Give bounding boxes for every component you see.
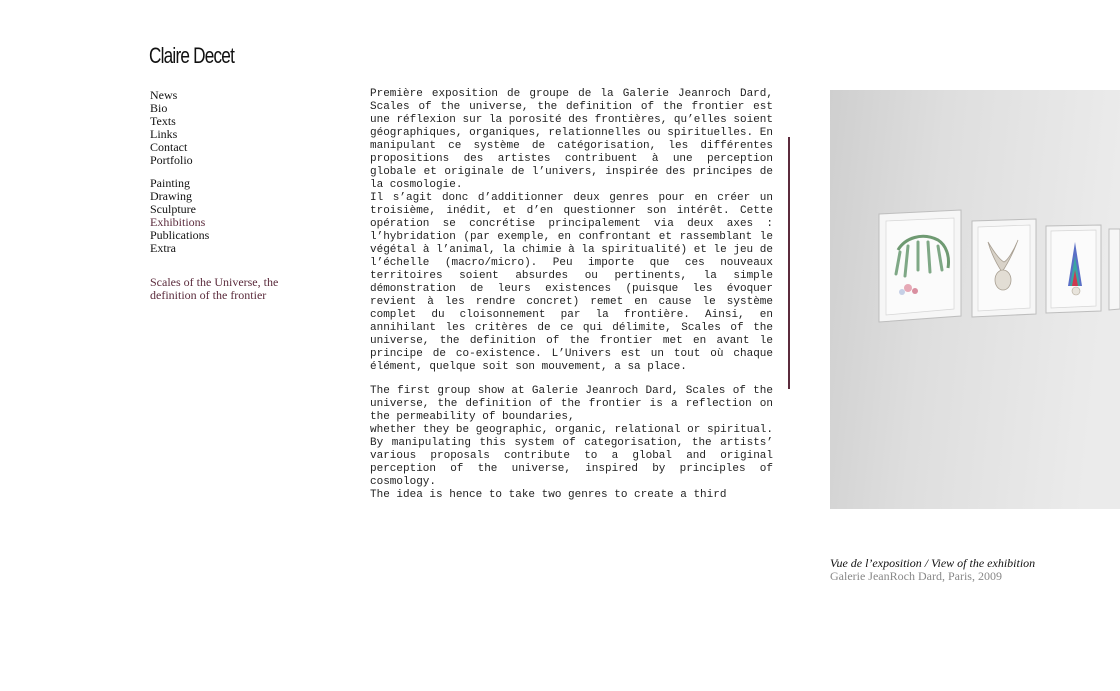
nav-item-contact[interactable]: Contact — [150, 140, 188, 154]
nav-item-portfolio[interactable]: Portfolio — [150, 153, 193, 167]
nav-item-exhibitions[interactable]: Exhibitions — [150, 215, 206, 229]
main-nav — [150, 89, 310, 255]
caption-line-title: Vue de l’exposition / View of the exhibition — [830, 556, 1036, 570]
nav-item-bio[interactable]: Bio — [150, 101, 168, 115]
text-paragraph-en-3: The idea is hence to take two genres to create a third — [370, 489, 727, 501]
nav-item-sculpture[interactable]: Sculpture — [150, 202, 196, 216]
nav-secondary — [150, 177, 310, 255]
exhibition-title[interactable]: Scales of the Universe, the definition of the frontier — [150, 275, 279, 302]
framed-drawing-prism — [1046, 225, 1101, 313]
nav-primary — [150, 89, 310, 167]
text-paragraph-en-2: whether they be geographic, organic, relational or spiritual. By manipulating this system of categorisation, the artists’ various proposals contribute to a global and original perception of the universe, inspired by principles of cosmology. — [370, 424, 773, 488]
photo-caption — [830, 557, 1035, 583]
framed-drawing-rabbit — [972, 219, 1036, 317]
nav-item-extra[interactable]: Extra — [150, 241, 176, 255]
exhibition-photo[interactable] — [830, 90, 1120, 509]
text-scrollbar[interactable] — [788, 137, 790, 389]
nav-item-painting[interactable]: Painting — [150, 176, 191, 190]
caption-line-location: Galerie JeanRoch Dard, Paris, 2009 — [830, 569, 1002, 583]
nav-item-drawing[interactable]: Drawing — [150, 189, 192, 203]
nav-item-news[interactable]: News — [150, 88, 178, 102]
exhibition-photo-image — [830, 90, 1120, 509]
site-title[interactable]: Claire Decet — [149, 43, 235, 68]
nav-item-texts[interactable]: Texts — [150, 114, 176, 128]
nav-item-publications[interactable]: Publications — [150, 228, 210, 242]
framed-drawing-plant — [879, 210, 961, 322]
framed-drawing-partial — [1109, 229, 1120, 310]
nav-item-links[interactable]: Links — [150, 127, 178, 141]
text-paragraph-fr-2: Il s’agit donc d’additionner deux genres pour en créer un troisième, inédit, et d’en questionner son intérêt. Cette opération se concrétise principalement via deux axes : l’hybridation (par exemple, en confrontant et rassemblant le végétal à l’animal, la chimie à la spiritualité) et le jeu de l’échelle (macro/micro). Peu importe que ces nouveaux territoires soient absurdes ou pertinents, la simple démonstration de leurs existences (puisque les évoquer revient à les rendre concret) remet en cause le système complet du cloisonnement par la frontière. Ainsi, en annihilant les critères de ce qui délimite, Scales of the universe, the definition of the frontier met en avant le principe de co-existence. L’Univers est un tout où chaque élément, quelque soit son mouvement, a sa place. — [370, 192, 773, 373]
exhibition-text-panel[interactable] — [370, 88, 773, 511]
text-paragraph-fr-1: Première exposition de groupe de la Galerie Jeanroch Dard, Scales of the universe, the definition of the frontier est une réflexion sur la porosité des frontières, qu’elles soient géographiques, organiques, relationnelles ou spirituelles. En manipulant ce système de catégorisation, les différentes propositions des artistes contribuent à une perception globale et originale de l’univers, inspirée des principes de la cosmologie. — [370, 88, 773, 191]
text-paragraph-en-1: The first group show at Galerie Jeanroch Dard, Scales of the universe, the definition of the frontier is a reflection on the permeability of boundaries, — [370, 385, 773, 423]
